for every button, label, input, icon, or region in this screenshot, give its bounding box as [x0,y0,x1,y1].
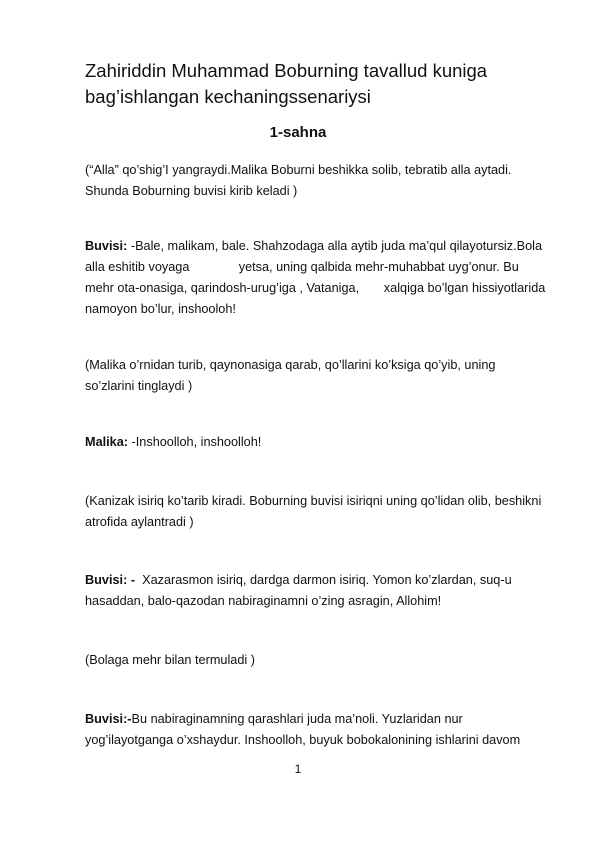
speech-1-line-1 [85,236,555,257]
speech-1-line-2: alla eshitib voyaga yetsa, uning qalbida mehr-muhabbat uyg’onur. Bu [85,260,519,274]
page-title [85,58,545,110]
direction-3-line-2: atrofida aylantradi ) [85,515,194,529]
speech-1-line-3: mehr ota-onasiga, qarindosh-urug’iga , Vataniga, xalqiga bo’lgan hissiyotlarida [85,281,546,295]
scene-heading: 1-sahna [269,124,327,141]
direction-1-line-1: (“Alla” qo’shig’I yangraydi.Malika Boburni beshikka solib, tebratib alla aytadi. [85,163,512,177]
stage-direction-2 [85,355,555,397]
speech-3-line-2: hasaddan, balo-qazodan nabiraginamni o’zing asragin, Allohim! [85,594,442,608]
speaker-malika: Malika: [85,435,129,449]
title-line-2: bag’ishlangan kechaningssenariysi [85,86,371,107]
speaker-buvisi-2: Buvisi: - [85,573,139,587]
speech-1-text-1: -Bale, malikam, bale. Shahzodaga alla aytib juda ma’qul qilayotursiz.Bola [127,239,542,253]
speech-malika [85,432,555,453]
title-line-1: Zahiriddin Muhammad Boburning tavallud kuniga [85,60,488,81]
speech-buvisi-3 [85,709,555,751]
direction-1-line-2: Shunda Boburning buvisi kirib keladi ) [85,184,298,198]
stage-direction-1 [85,160,555,202]
direction-2-line-2: so’zlarini tinglaydi ) [85,379,193,393]
stage-direction-4 [85,650,555,671]
direction-3-line-1: (Kanizak isiriq ko’tarib kiradi. Boburning buvisi isiriqni uning qo’lidan olib, beshikni [85,494,542,508]
speech-3-text-1: Xazarasmon isiriq, dardga darmon isiriq. Yomon ko’zlardan, suq-u [138,573,512,587]
speech-3-line-1 [85,570,555,591]
speech-1-line-4: namoyon bo’lur, inshooloh! [85,302,236,316]
speech-4-line-1 [85,709,555,730]
speech-buvisi-1 [85,236,555,320]
speech-2-text-1: -Inshoolloh, inshoolloh! [128,435,262,449]
speaker-buvisi-3: Buvisi:- [85,712,132,726]
page-number: 1 [294,762,302,776]
speaker-buvisi: Buvisi: [85,239,128,253]
speech-buvisi-2 [85,570,555,612]
speech-4-text-1: Bu nabiraginamning qarashlari juda ma’noli. Yuzlaridan nur [131,712,463,726]
direction-2-line-1: (Malika o’rnidan turib, qaynonasiga qarab, qo’llarini ko’ksiga qo’yib, uning [85,358,496,372]
stage-direction-3 [85,491,555,533]
direction-4-line-1: (Bolaga mehr bilan termuladi ) [85,653,255,667]
speech-4-line-2: yog’ilayotganga o’xshaydur. Inshoolloh, buyuk bobokalonining ishlarini davom [85,733,521,747]
speech-2-line-1 [85,432,555,453]
